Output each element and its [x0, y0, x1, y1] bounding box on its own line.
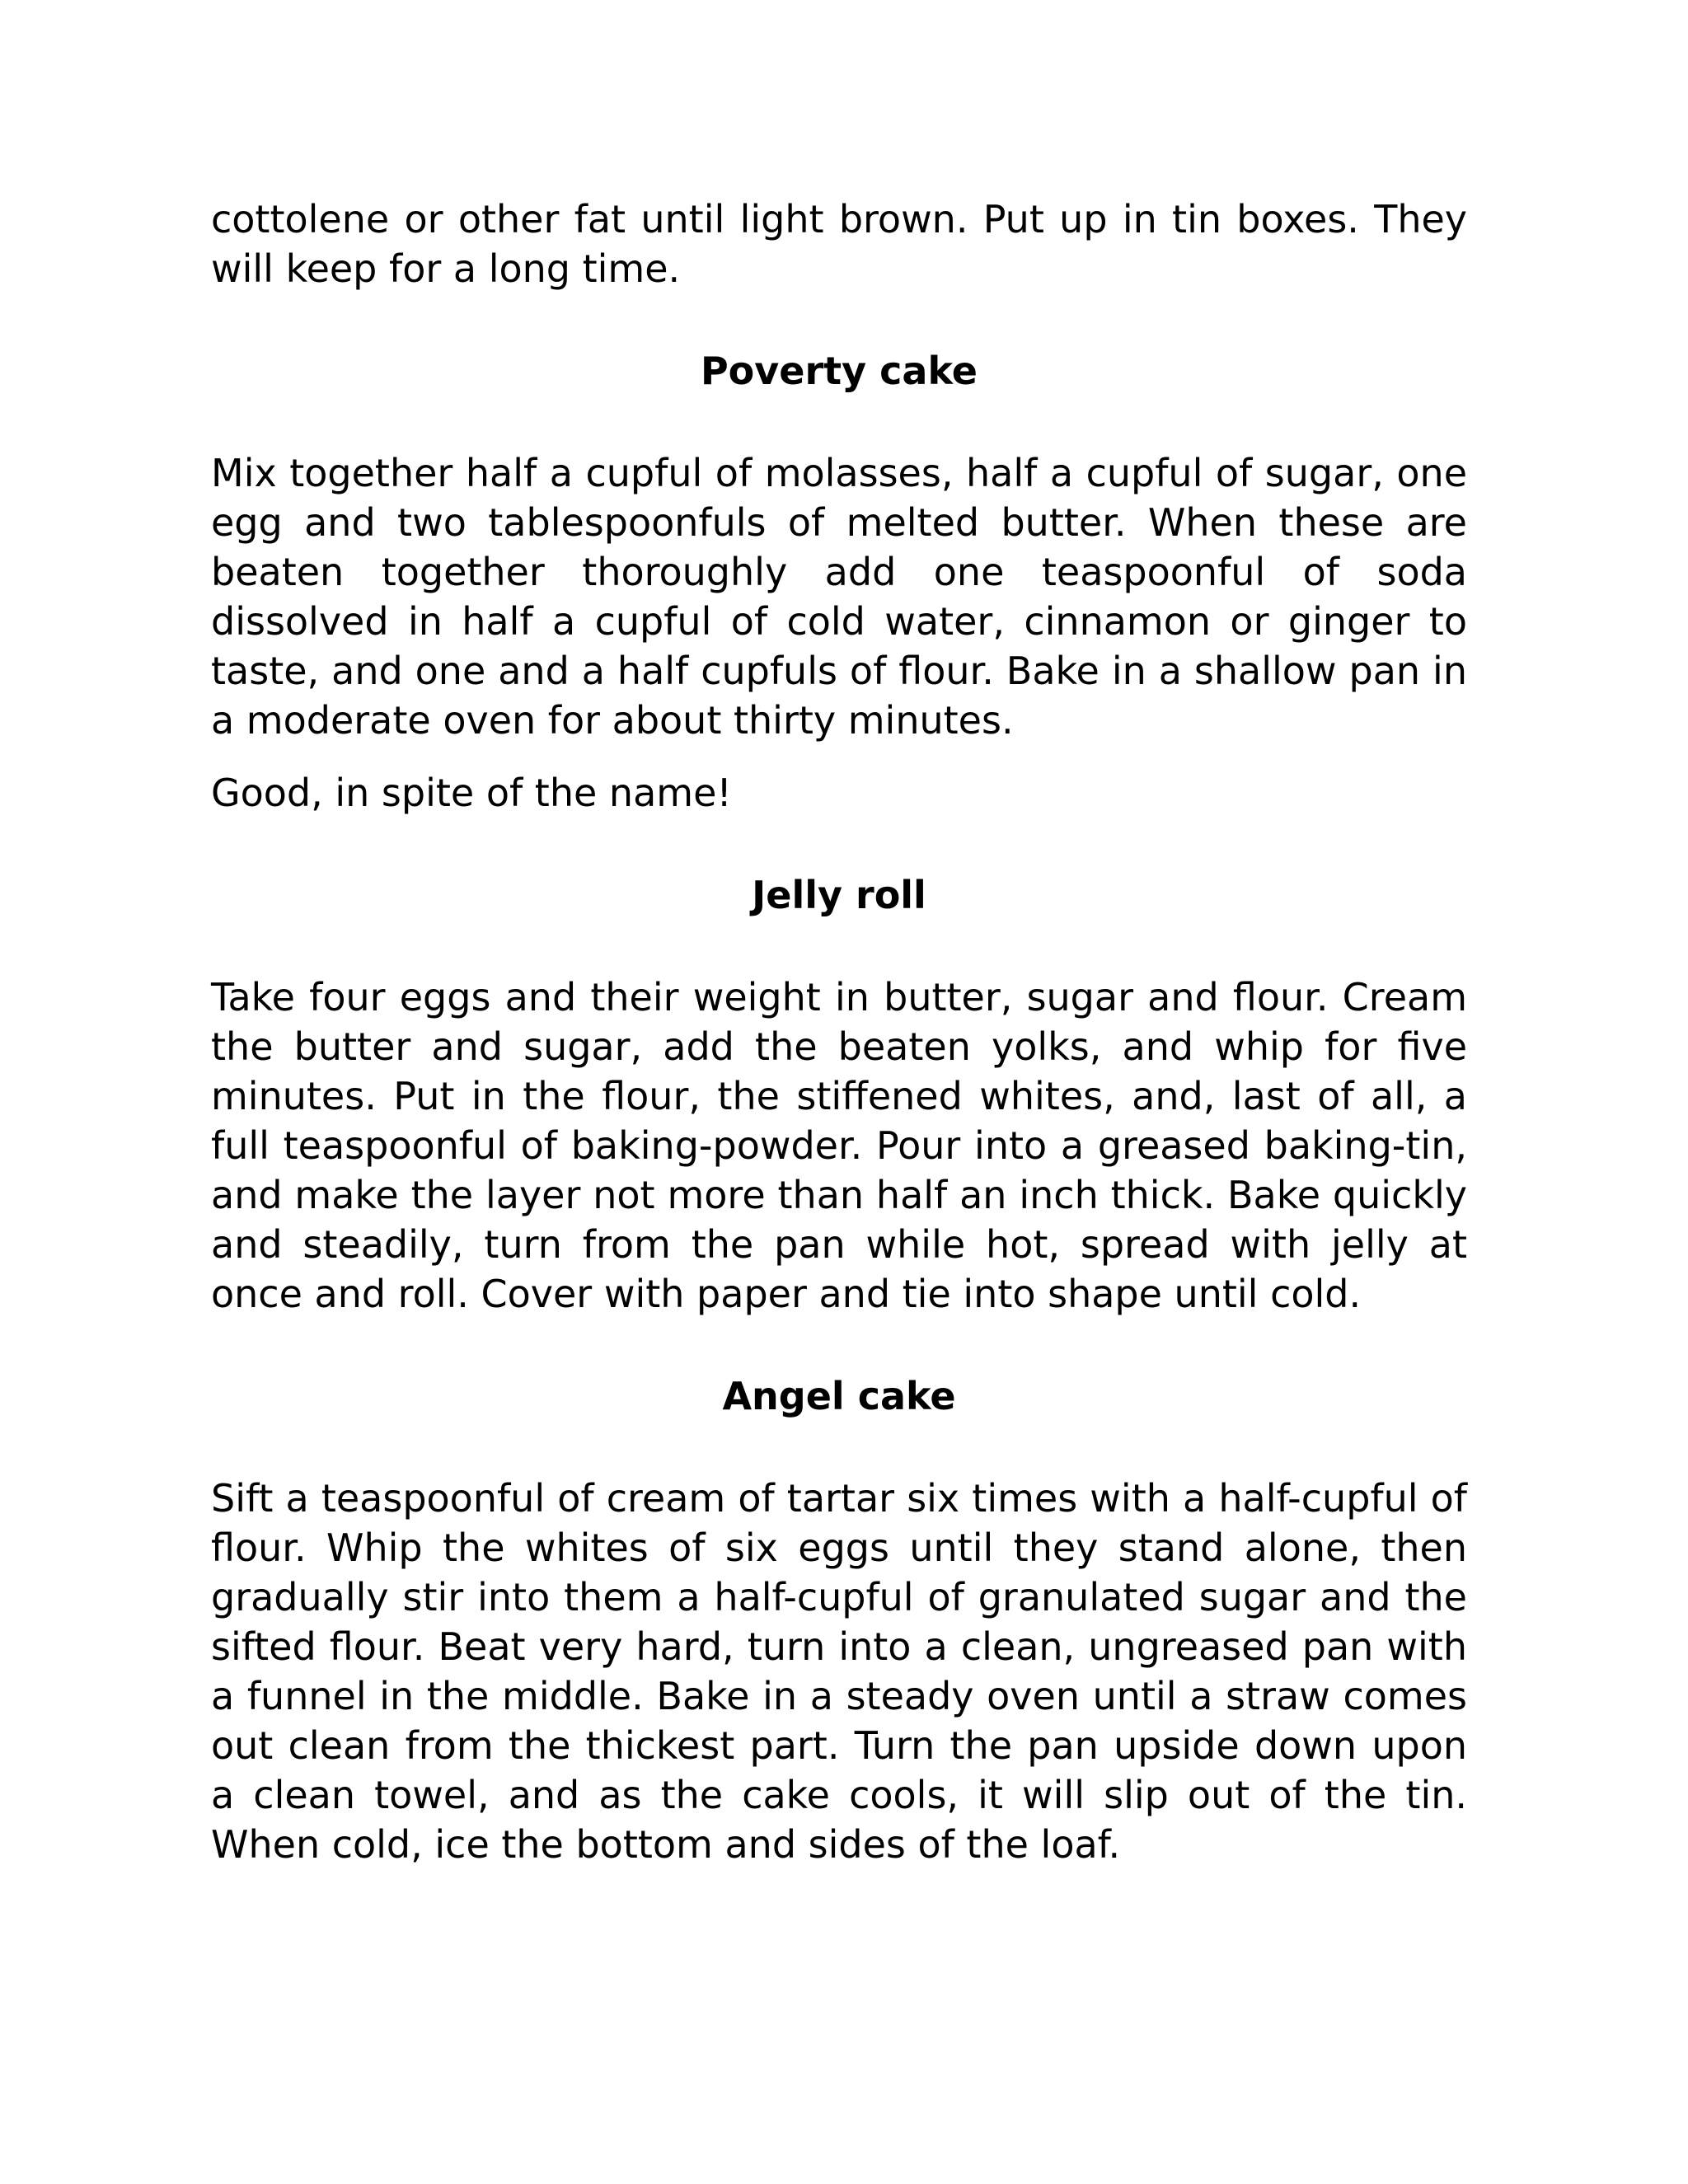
recipe-title-angel-cake: Angel cake	[722, 1374, 956, 1418]
recipe-paragraph-jelly-roll-1: Take four eggs and their weight in butter, sugar and flour. Cream the butter and sugar, add the beaten yolks, and whip for five minutes. Put in the flour, the stiffened whites, and, last of all, a full teaspoonful of baking-powder. Pour into a greased baking-tin, and make the layer not more than half an inch thick. Bake quickly and steadily, turn from the pan while hot, spread with jelly at once and roll. Cover with paper and tie into shape until cold.	[211, 975, 1467, 1316]
recipe-paragraph-angel-cake-1: Sift a teaspoonful of cream of tartar six times with a half-cupful of flour. Whip the whites of six eggs until they stand alone, then gradually stir into them a half-cupful of granulated sugar and the sifted flour. Beat very hard, turn into a clean, ungreased pan with a funnel in the middle. Bake in a steady oven until a straw comes out clean from the thickest part. Turn the pan upside down upon a clean towel, and as the cake cools, it will slip out of the tin. When cold, ice the bottom and sides of the loaf.	[211, 1476, 1467, 1867]
recipe-paragraph-poverty-cake-1: Mix together half a cupful of molasses, half a cupful of sugar, one egg and two tablespoonfuls of melted butter. When these are beaten together thoroughly add one teaspoonful of soda dissolved in half a cupful of cold water, cinnamon or ginger to taste, and one and a half cupfuls of flour. Bake in a shallow pan in a moderate oven for about thirty minutes.	[211, 451, 1467, 743]
continuation-paragraph: cottolene or other fat until light brown. Put up in tin boxes. They will keep for a long time.	[211, 197, 1467, 291]
page-content	[211, 194, 1467, 1869]
recipe-title-jelly-roll: Jelly roll	[752, 873, 926, 917]
recipe-paragraph-poverty-cake-2: Good, in spite of the name!	[211, 771, 732, 815]
recipe-title-poverty-cake: Poverty cake	[700, 349, 978, 393]
